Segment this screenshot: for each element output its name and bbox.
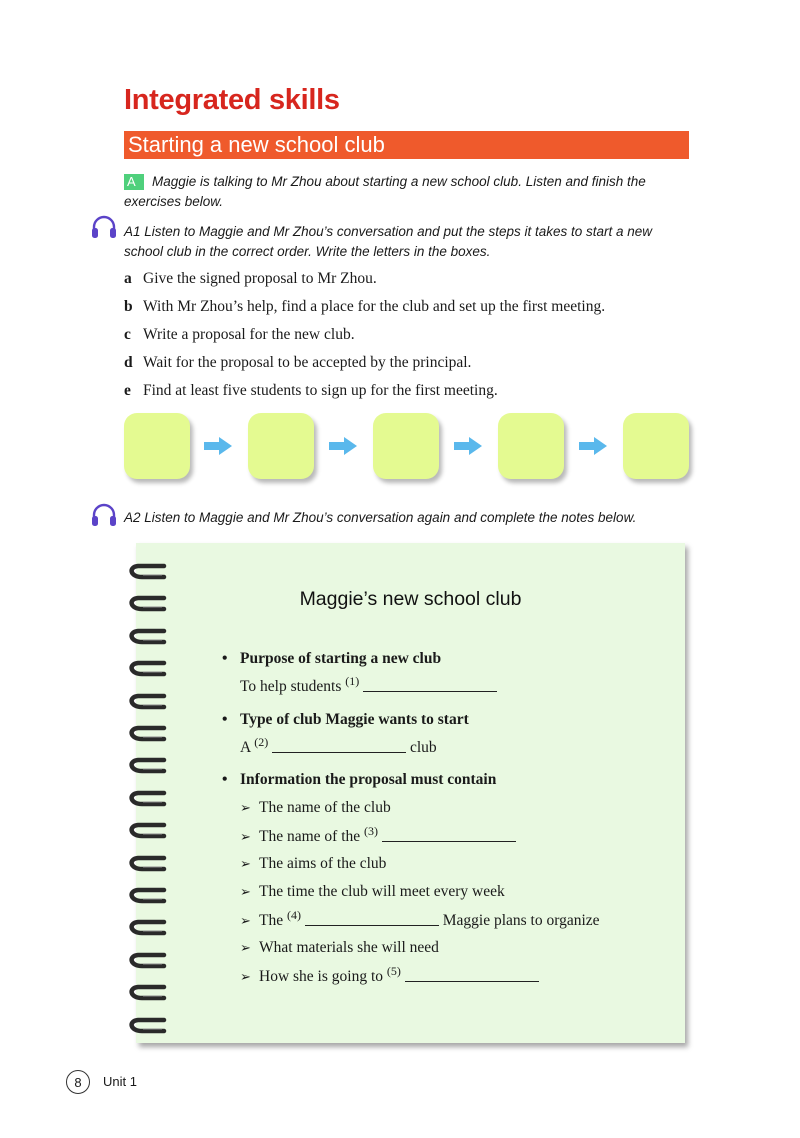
a2-instruction: A2 Listen to Maggie and Mr Zhou’s conversation again and complete the notes below. xyxy=(124,510,637,525)
blank-3[interactable] xyxy=(382,827,516,842)
list-item: b With Mr Zhou’s help, find a place for the club and set up the first meeting. xyxy=(124,298,606,315)
spiral-ring xyxy=(122,789,168,809)
spiral-ring xyxy=(122,918,168,938)
list-item: c Write a proposal for the new club. xyxy=(124,326,355,343)
type-line: A $^{(2)}$ club xyxy=(240,735,437,756)
answer-box-5[interactable] xyxy=(623,413,689,479)
spiral-ring xyxy=(122,951,168,971)
spiral-ring xyxy=(122,983,168,1003)
arrow-right-icon xyxy=(453,435,483,457)
unit-label: Unit 1 xyxy=(103,1074,137,1089)
spiral-ring xyxy=(122,1016,168,1036)
list-item: ➢ How she is going to $^{(5)}$ xyxy=(240,967,539,986)
info-heading: • Information the proposal must contain xyxy=(222,771,497,788)
steps-list xyxy=(124,265,684,405)
section-a-badge: A xyxy=(124,174,144,190)
answer-box-2[interactable] xyxy=(248,413,314,479)
spiral-ring xyxy=(122,659,168,679)
spiral-ring xyxy=(122,821,168,841)
list-item: e Find at least five students to sign up for the first meeting. xyxy=(124,382,498,399)
section-banner: Starting a new school club xyxy=(124,131,689,159)
purpose-line: To help students $^{(1)}$ xyxy=(240,677,497,696)
arrow-right-icon xyxy=(203,435,233,457)
blank-2[interactable] xyxy=(272,738,406,753)
arrow-right-icon xyxy=(328,435,358,457)
list-item: ➢ What materials she will need xyxy=(240,939,439,956)
spiral-ring xyxy=(122,756,168,776)
intro-paragraph xyxy=(124,172,684,212)
headphones-icon xyxy=(90,214,118,240)
spiral-ring xyxy=(122,854,168,874)
blank-1[interactable] xyxy=(363,677,497,692)
answer-box-3[interactable] xyxy=(373,413,439,479)
page-title: Integrated skills xyxy=(124,84,340,116)
spiral-ring xyxy=(122,692,168,712)
purpose-heading: • Purpose of starting a new club xyxy=(222,650,442,667)
list-item: d Wait for the proposal to be accepted by the principal. xyxy=(124,354,472,371)
list-item: ➢ The name of the $^{(3)}$ xyxy=(240,827,516,846)
page-number: 8 xyxy=(66,1070,90,1094)
blank-5[interactable] xyxy=(405,967,539,982)
list-item: a Give the signed proposal to Mr Zhou. xyxy=(124,270,377,287)
spiral-ring xyxy=(122,627,168,647)
answer-box-4[interactable] xyxy=(498,413,564,479)
list-item: ➢ The time the club will meet every week xyxy=(240,883,505,900)
list-item: ➢ The $^{(4)}$ Maggie plans to organize xyxy=(240,908,600,929)
list-item: ➢ The name of the club xyxy=(240,799,391,816)
list-item: ➢ The aims of the club xyxy=(240,855,387,872)
arrow-right-icon xyxy=(578,435,608,457)
spiral-ring xyxy=(122,724,168,744)
a1-instruction: A1 Listen to Maggie and Mr Zhou’s conversation and put the steps it takes to start a new school club in the correct order. Write the letters in the boxes. xyxy=(124,224,653,259)
notebook-title: Maggie’s new school club xyxy=(299,588,522,610)
blank-4[interactable] xyxy=(305,911,439,926)
type-heading: • Type of club Maggie wants to start xyxy=(222,711,469,728)
spiral-ring xyxy=(122,886,168,906)
headphones-icon xyxy=(90,502,118,528)
answer-box-1[interactable] xyxy=(124,413,190,479)
spiral-ring xyxy=(122,562,168,582)
intro-text: Maggie is talking to Mr Zhou about starting a new school club. Listen and finish the exercises below. xyxy=(124,174,646,209)
